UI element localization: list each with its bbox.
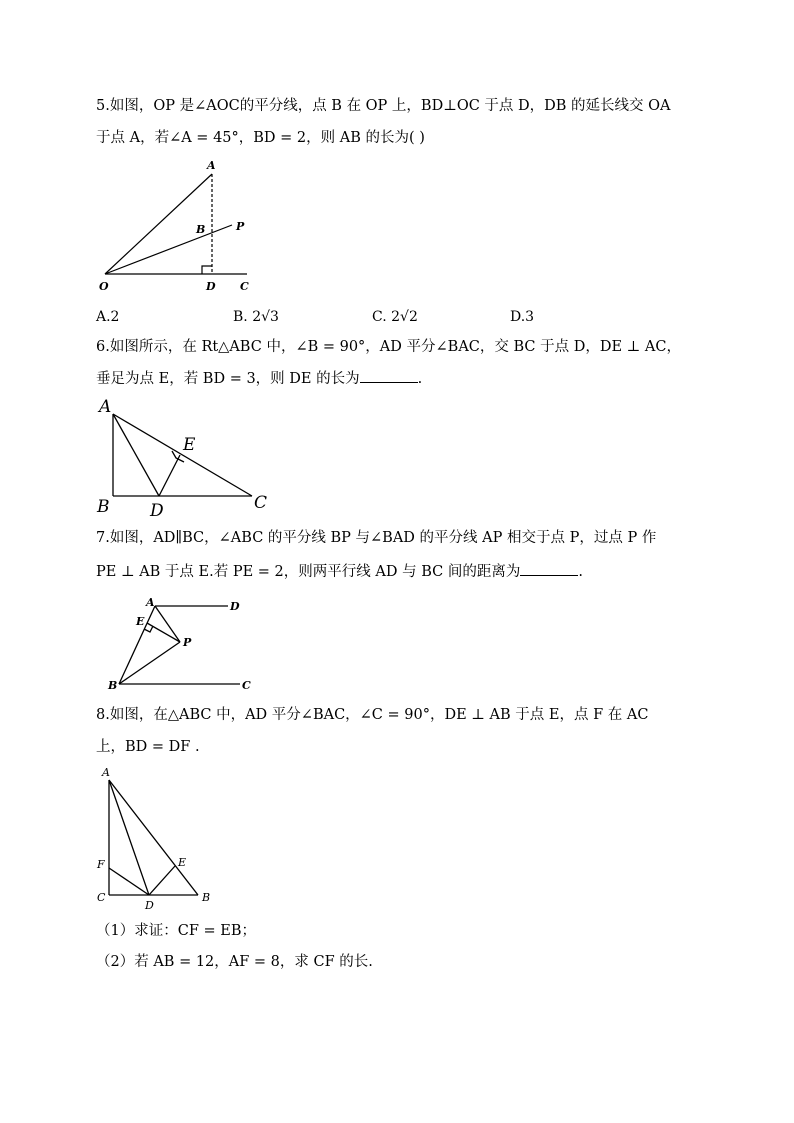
q8-label-f: F <box>97 858 105 871</box>
q7-label-b: B <box>108 679 118 692</box>
q7-label-e: E <box>136 615 145 628</box>
q8-label-c: C <box>97 891 106 904</box>
q8-text-line2: 上，BD = DF . <box>96 739 200 755</box>
q6-label-d: D <box>150 501 164 521</box>
q8-text-line1: 8.如图，在△ABC 中，AD 平分∠BAC，∠C = 90°，DE ⊥ AB 于点 E，点 F 在 AC <box>96 707 649 723</box>
q8-label-a: A <box>102 766 110 779</box>
q8-label-b: B <box>202 891 211 904</box>
q5-text-line1: 5.如图，OP 是∠AOC的平分线，点 B 在 OP 上，BD⊥OC 于点 D，DB 的延长线交 OA <box>96 98 671 114</box>
q8-line-df <box>109 868 149 895</box>
q6-label-a: A <box>99 397 112 417</box>
q7-label-p: P <box>183 636 192 649</box>
q5-label-c: C <box>240 280 249 293</box>
q5-option-b[interactable]: B. 2√3 <box>233 309 279 325</box>
q7-text-line1: 7.如图，AD∥BC，∠ABC 的平分线 BP 与∠BAD 的平分线 AP 相交于点 P，过点 P 作 <box>96 530 657 546</box>
q6-label-e: E <box>183 435 196 455</box>
q6-label-b: B <box>97 497 110 517</box>
q5-label-b: B <box>196 223 206 236</box>
q8-subquestion-1: （1）求证：CF = EB； <box>96 923 256 939</box>
q5-label-o: O <box>99 280 109 293</box>
q7-label-d: D <box>230 600 240 613</box>
q7-text-line2-main: PE ⊥ AB 于点 E.若 PE = 2，则两平行线 AD 与 BC 间的距离为 <box>96 564 521 580</box>
q5-label-p: P <box>236 220 245 233</box>
q7-label-a: A <box>146 596 155 609</box>
q8-subquestion-2: （2）若 AB = 12，AF = 8，求 CF 的长. <box>96 954 373 970</box>
q6-text-line2-main: 垂足为点 E，若 BD = 3，则 DE 的长为 <box>96 371 360 387</box>
q8-line-ad <box>109 780 149 895</box>
q6-text-line1: 6.如图所示，在 Rt△ABC 中，∠B = 90°，AD 平分∠BAC，交 BC 于点 D，DE ⊥ AC， <box>96 339 681 355</box>
q5-option-c[interactable]: C. 2√2 <box>372 309 418 325</box>
q5-option-a[interactable]: A.2 <box>96 309 120 325</box>
q6-text-line2-end: . <box>417 371 423 387</box>
q5-text-line2: 于点 A，若∠A = 45°，BD = 2，则 AB 的长为( ) <box>96 130 425 146</box>
q7-label-c: C <box>242 679 251 692</box>
q5-label-a: A <box>207 159 216 172</box>
q8-line-de <box>149 866 175 895</box>
q5-label-d: D <box>206 280 216 293</box>
q8-label-e: E <box>178 856 187 869</box>
q6-label-c: C <box>254 493 268 513</box>
q7-text-line2-end: . <box>578 564 583 580</box>
q5-option-d[interactable]: D.3 <box>510 309 535 325</box>
q8-label-d: D <box>145 899 154 912</box>
